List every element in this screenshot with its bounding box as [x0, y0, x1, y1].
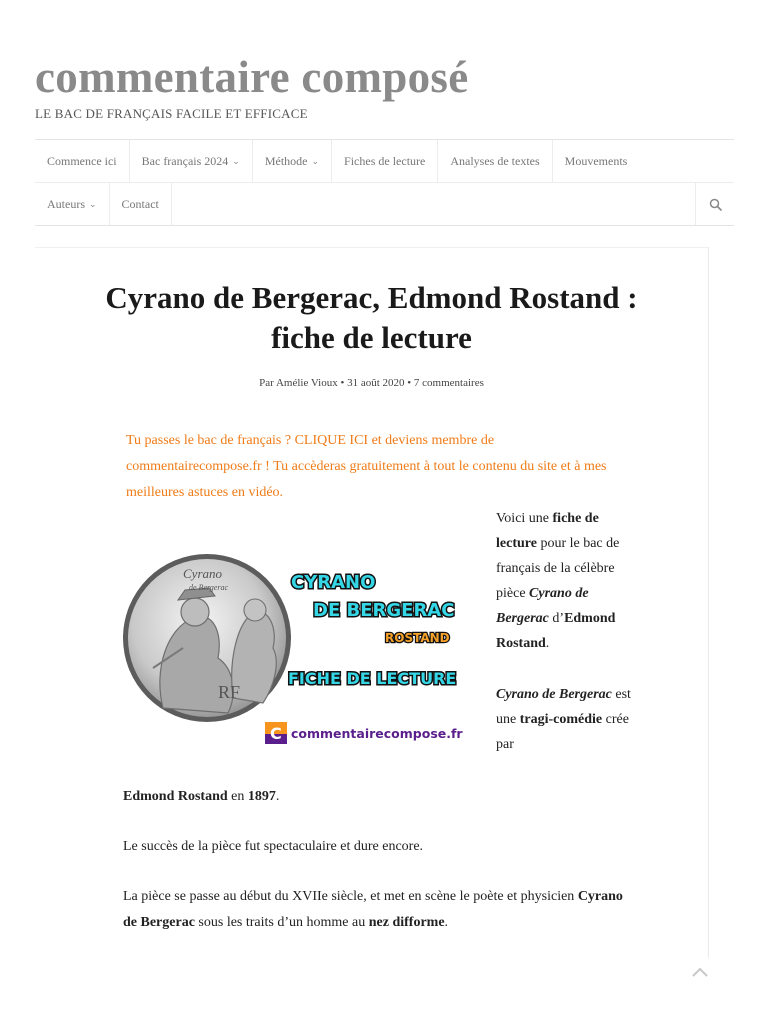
author-name: Edmond Rostand [123, 789, 228, 804]
nav-item-label: Analyses de textes [450, 153, 540, 168]
search-icon [709, 198, 722, 211]
medal-mark: RF [218, 682, 241, 702]
nav-item-label: Fiches de lecture [344, 153, 426, 168]
post-author-link[interactable]: Amélie Vioux [275, 377, 338, 389]
brand-logo-letter: C [270, 724, 282, 743]
meta-prefix: Par [259, 377, 274, 389]
intro-side-text [496, 506, 636, 783]
author-name: Edmond Rostand [496, 611, 616, 651]
medal-title: Cyrano [183, 566, 222, 581]
post-title [35, 278, 708, 358]
chevron-up-icon [689, 962, 711, 982]
text: en [227, 789, 248, 804]
nav-item-label: Mouvements [564, 153, 628, 168]
genre-paragraph [496, 682, 636, 757]
nav-item-label: Bac français 2024 [141, 153, 229, 168]
text: . [275, 789, 280, 804]
nav-row-1 [35, 140, 734, 182]
cyrano-illustration [123, 548, 468, 756]
nav-item-fiches-de-lecture[interactable] [332, 140, 438, 182]
text: La pièce se passe au début du XVIIe siècle, et met en scène le poète et physicien [123, 889, 578, 904]
main-nav [35, 139, 734, 226]
emphasis: tragi-comédie [519, 712, 603, 727]
text: Voici une [496, 511, 553, 526]
nav-item-analyses-de-textes[interactable] [438, 140, 552, 182]
chevron-down-icon: ⌄ [311, 155, 320, 166]
emphasis: fiche de lecture [496, 511, 599, 551]
chevron-down-icon: ⌄ [232, 155, 240, 166]
nav-row-2 [35, 182, 734, 225]
nav-item-label: Auteurs [47, 196, 85, 211]
article [35, 247, 709, 958]
nav-item-methode[interactable] [253, 140, 332, 182]
date-paragraph [123, 784, 663, 810]
work-title: Cyrano de Bergerac [496, 687, 612, 702]
meta-separator: • [340, 377, 345, 389]
banner-cyrano: CYRANO [291, 572, 376, 593]
promo-link[interactable]: Tu passes le bac de français ? CLIQUE ICI et deviens membre de commentairecompose.fr ! Tu accèderas gratuitement à tout le contenu du site et à mes meilleures astuces en vidéo. [126, 433, 607, 500]
nav-item-auteurs[interactable] [35, 183, 110, 225]
comments-link[interactable]: 7 commentaires [413, 377, 484, 389]
text: d’ [548, 611, 565, 626]
roxane-head [244, 599, 266, 621]
character-name: Cyrano de Bergerac [123, 889, 623, 930]
post-title-line-2: fiche de lecture [271, 320, 472, 355]
cyrano-head [181, 598, 209, 626]
site-title[interactable]: commentaire composé [35, 52, 469, 102]
nav-spacer [172, 183, 695, 225]
brand-name: commentairecompose.fr [291, 726, 463, 741]
banner-de-bergerac: DE BERGERAC [313, 600, 455, 621]
meta-separator: • [407, 377, 412, 389]
setting-paragraph [123, 884, 623, 936]
nav-item-mouvements[interactable] [553, 140, 640, 182]
post-meta [35, 377, 708, 389]
text: crée par [496, 712, 629, 752]
search-button[interactable] [695, 183, 734, 225]
text: sous les traits d’un homme au [194, 915, 369, 930]
work-title: Cyrano de Bergerac [496, 586, 589, 626]
text: . [545, 636, 550, 651]
site-header [35, 50, 469, 122]
banner-rostand: ROSTAND [385, 631, 450, 645]
success-paragraph: Le succès de la pièce fut spectaculaire et dure encore. [123, 839, 424, 854]
chevron-down-icon: ⌄ [89, 198, 97, 209]
scroll-to-top-button[interactable] [689, 962, 711, 982]
banner-fiche-de-lecture: FICHE DE LECTURE [288, 669, 457, 688]
text: . [444, 915, 449, 930]
emphasis: nez difforme [368, 915, 445, 930]
nav-item-contact[interactable] [110, 183, 172, 225]
featured-image [123, 548, 468, 756]
text: est une [496, 687, 631, 727]
post-title-line-1: Cyrano de Bergerac, Edmond Rostand : [105, 280, 638, 315]
nav-item-label: Commence ici [47, 153, 117, 168]
intro-paragraph [496, 506, 636, 656]
nav-item-commence-ici[interactable] [35, 140, 130, 182]
nav-item-bac-francais[interactable] [130, 140, 253, 182]
text: pour le bac de français de la célèbre pièce [496, 536, 620, 601]
medal-subtitle: de Bergerac [189, 583, 229, 592]
site-tagline: LE BAC DE FRANÇAIS FACILE ET EFFICACE [35, 106, 308, 121]
year: 1897 [247, 789, 276, 804]
post-date: 31 août 2020 [347, 377, 405, 389]
nav-item-label: Contact [121, 196, 159, 211]
nav-item-label: Méthode [264, 153, 308, 168]
